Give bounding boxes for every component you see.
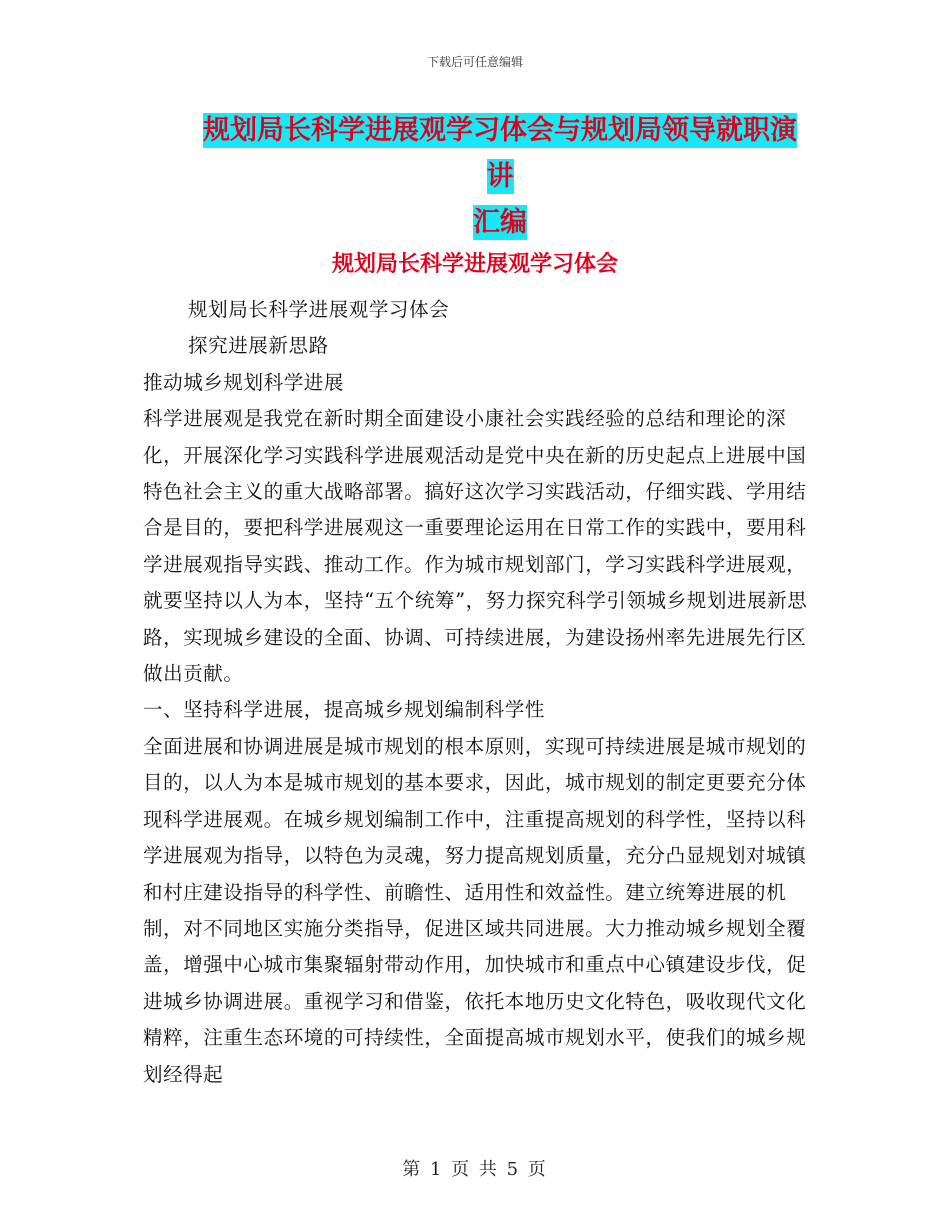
paragraph-subtitle-2: 探究进展新思路 xyxy=(188,334,329,358)
page-footer: 第 1 页 共 5 页 xyxy=(402,1159,548,1180)
header-note: 下载后可任意编辑 xyxy=(426,55,523,69)
main-title xyxy=(190,108,810,246)
paragraph-subtitle-3: 推动城乡规划科学进展 xyxy=(143,370,345,394)
section-title: 规划局长科学进展观学习体会 xyxy=(331,252,618,277)
body-text xyxy=(143,292,813,1093)
paragraph-heading-1: 一、坚持科学进展，提高城乡规划编制科学性 xyxy=(143,698,546,722)
main-title-line-2: 汇编 xyxy=(473,207,527,238)
paragraph-intro: 科学进展观是我党在新时期全面建设小康社会实践经验的总结和理论的深化，开展深化学习实践科学进展观活动是党中央在新的历史起点上进展中国特色社会主义的重大战略部署。搞好这次学习实践活动，仔细实践、学用结合是目的，要把科学进展观这一重要理论运用在日常工作的实践中，要用科学进展观指导实践、推动工作。作为城市规划部门，学习实践科学进展观，就要坚持以人为本，坚持“五个统筹”，努力探究科学引领城乡规划进展新思路，实现城乡建设的全面、协调、可持续进展，为建设扬州率先进展先行区做出贡献。 xyxy=(143,407,808,686)
paragraph-body-1: 全面进展和协调进展是城市规划的根本原则，实现可持续进展是城市规划的目的，以人为本是城市规划的基本要求，因此，城市规划的制定更要充分体现科学进展观。在城乡规划编制工作中，注重提高规划的科学性，坚持以科学进展观为指导，以特色为灵魂，努力提高规划质量，充分凸显规划对城镇和村庄建设指导的科学性、前瞻性、适用性和效益性。建立统筹进展的机制，对不同地区实施分类指导，促进区域共同进展。大力推动城乡规划全覆盖，增强中心城市集聚辐射带动作用，加快城市和重点中心镇建设步伐，促进城乡协调进展。重视学习和借鉴，依托本地历史文化特色，吸收现代文化精粹，注重生态环境的可持续性，全面提高城市规划水平，使我们的城乡规划经得起 xyxy=(143,734,807,1086)
paragraph-subtitle-1: 规划局长科学进展观学习体会 xyxy=(188,298,450,321)
main-title-line-1: 规划局长科学进展观学习体会与规划局领导就职演讲 xyxy=(203,115,797,192)
